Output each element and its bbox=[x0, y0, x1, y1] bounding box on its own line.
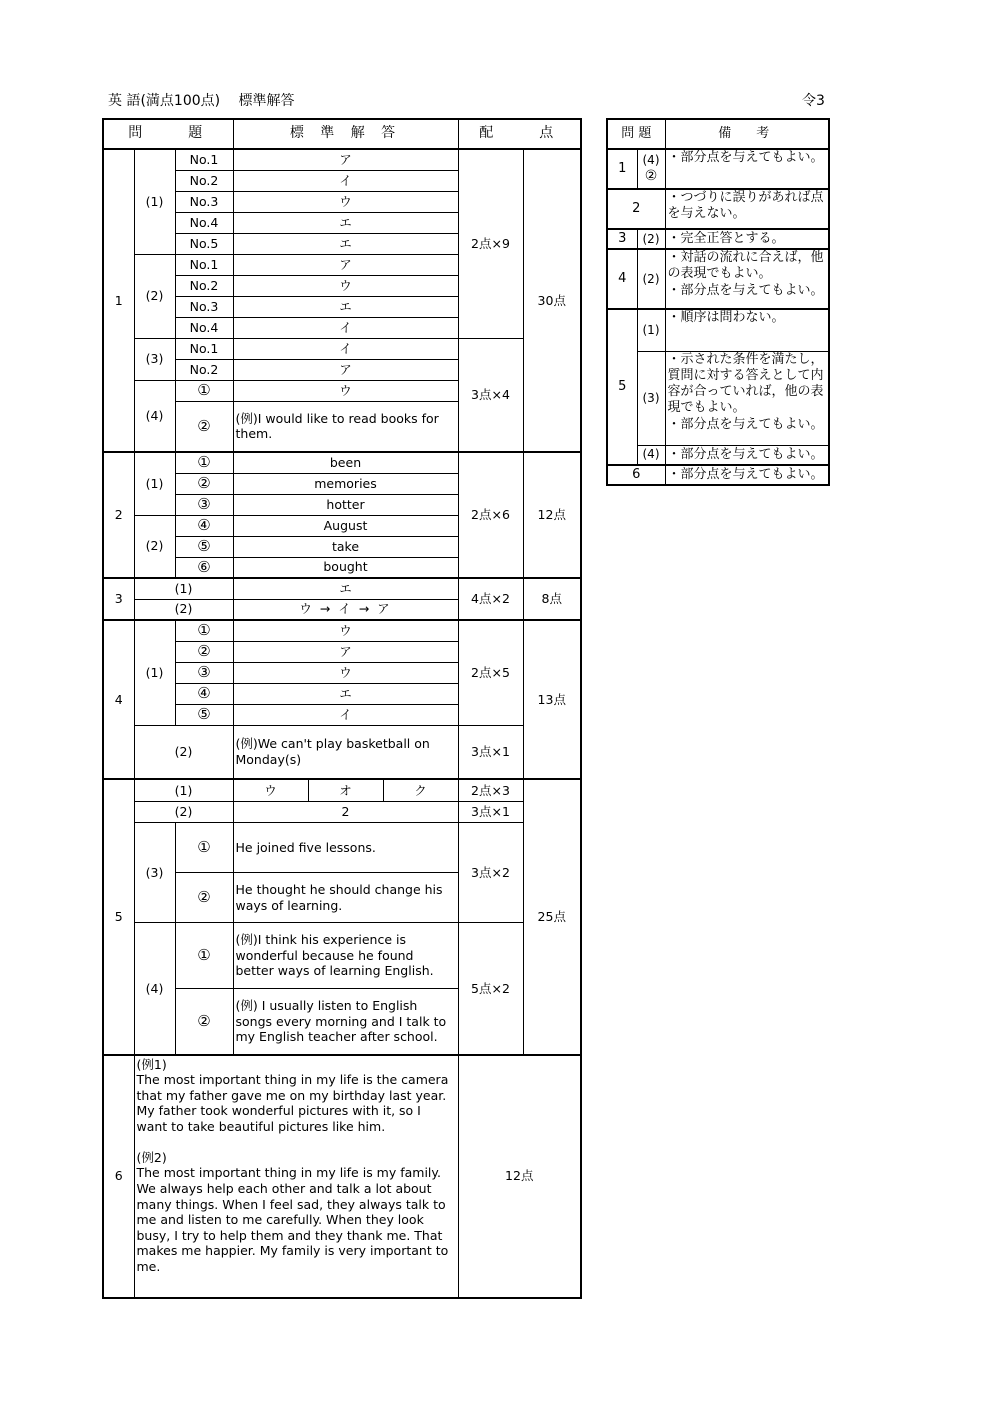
answer-cell: ウ bbox=[233, 275, 458, 296]
q1-part1-label: (1) bbox=[134, 149, 175, 254]
example-1-text: The most important thing in my life is the camera that my father gave me on my birthday last year. My father took wonderful pictures with it, so I want to take beautiful pictures like him. bbox=[136, 1072, 449, 1134]
q4-total: 13点 bbox=[523, 620, 581, 779]
q5-score-1: 2点×3 bbox=[458, 779, 523, 802]
answer-cell: (例) I usually listen to English songs every morning and I talk to my English teacher after school. bbox=[233, 989, 458, 1055]
example-2-text: The most important thing in my life is my family. We always help each other and talk a lot about many things. When I feel sad, they always talk to me and listen to me carefully. When they look busy, I try to help them and they thank me. That makes me happier. My family is very important to me. bbox=[136, 1165, 449, 1274]
q5-part4-label: (4) bbox=[134, 923, 175, 1055]
item-label: ① bbox=[175, 620, 233, 641]
remarks-q6: 6 bbox=[607, 465, 665, 485]
answer-cell: been bbox=[233, 452, 458, 473]
item-label: ② bbox=[175, 873, 233, 923]
header-question: 問 題 bbox=[103, 119, 233, 149]
q5-part1-label: (1) bbox=[134, 779, 233, 802]
item-label: ④ bbox=[175, 515, 233, 536]
item-label: ⑥ bbox=[175, 557, 233, 578]
answer-cell: ア bbox=[233, 359, 458, 380]
item-label: No.4 bbox=[175, 317, 233, 338]
q2-part2-label: (2) bbox=[134, 515, 175, 578]
answer-cell: ア bbox=[233, 254, 458, 275]
answer-cell: オ bbox=[309, 780, 384, 801]
item-label: ① bbox=[175, 823, 233, 873]
item-label: ① bbox=[175, 923, 233, 989]
answer-cell: ア bbox=[233, 149, 458, 170]
q3-score: 4点×2 bbox=[458, 578, 523, 620]
item-label: ④ bbox=[175, 683, 233, 704]
item-label: ⑤ bbox=[175, 536, 233, 557]
q3-part1-label: (1) bbox=[134, 578, 233, 599]
answer-cell: (例)I would like to read books for them. bbox=[233, 401, 458, 452]
item-label: No.2 bbox=[175, 170, 233, 191]
item-label: ② bbox=[175, 401, 233, 452]
answer-cell: (例)I think his experience is wonderful because he found better ways of learning English. bbox=[233, 923, 458, 989]
q5-score-3: 3点×2 bbox=[458, 823, 523, 923]
q4-number: 4 bbox=[103, 620, 134, 779]
remarks-note: ・部分点を与えてもよい。 bbox=[665, 149, 829, 189]
answer-cell: ウ → イ → ア bbox=[233, 599, 458, 620]
q5-total: 25点 bbox=[523, 779, 581, 1055]
remarks-sub: (2) bbox=[637, 229, 665, 249]
item-label: ② bbox=[175, 989, 233, 1055]
q3-number: 3 bbox=[103, 578, 134, 620]
answer-table bbox=[102, 118, 582, 1299]
item-label: No.3 bbox=[175, 191, 233, 212]
q6-total: 12点 bbox=[458, 1055, 581, 1298]
answer-cell: bought bbox=[233, 557, 458, 578]
remarks-note: ・順序は問わない。 bbox=[665, 309, 829, 351]
q5-score-2: 3点×1 bbox=[458, 802, 523, 823]
q5-part3-label: (3) bbox=[134, 823, 175, 923]
q4-score-b: 3点×1 bbox=[458, 725, 523, 779]
header-points: 配 点 bbox=[458, 119, 581, 149]
page-title: 英 語(満点100点) 標準解答 bbox=[108, 93, 295, 109]
q2-number: 2 bbox=[103, 452, 134, 578]
item-label: ③ bbox=[175, 494, 233, 515]
remarks-header-question: 問 題 bbox=[607, 119, 665, 149]
remarks-q2: 2 bbox=[607, 189, 665, 229]
item-label: ② bbox=[175, 473, 233, 494]
item-label: ③ bbox=[175, 662, 233, 683]
item-label: ⑤ bbox=[175, 704, 233, 725]
q2-total: 12点 bbox=[523, 452, 581, 578]
remarks-sub: (2) bbox=[637, 249, 665, 309]
q1-part3-label: (3) bbox=[134, 338, 175, 380]
answer-cell: hotter bbox=[233, 494, 458, 515]
answer-cell: ク bbox=[414, 783, 427, 798]
answer-cell: He joined five lessons. bbox=[233, 823, 458, 873]
remarks-note: ・示された条件を満たし，質問に対する答えとして内容が合っていれば，他の表現でもよい。 bbox=[667, 351, 824, 416]
answer-cell: エ bbox=[233, 212, 458, 233]
answer-cell: ウ bbox=[233, 662, 458, 683]
remarks-note: ・部分点を与えてもよい。 bbox=[665, 465, 829, 485]
q1-total: 30点 bbox=[523, 149, 581, 452]
q1-number: 1 bbox=[103, 149, 134, 452]
answer-cell: イ bbox=[233, 338, 458, 359]
answer-cell: ウ bbox=[234, 780, 309, 801]
q4-part2-label: (2) bbox=[134, 725, 233, 779]
q1-score-a: 2点×9 bbox=[458, 149, 523, 338]
remarks-note: ・部分点を与えてもよい。 bbox=[665, 445, 829, 465]
item-label: No.5 bbox=[175, 233, 233, 254]
answer-cell: He thought he should change his ways of learning. bbox=[233, 873, 458, 923]
answer-cell: take bbox=[233, 536, 458, 557]
item-label: No.3 bbox=[175, 296, 233, 317]
answer-cell: イ bbox=[233, 704, 458, 725]
item-label: No.2 bbox=[175, 275, 233, 296]
header-answer: 標 準 解 答 bbox=[233, 119, 458, 149]
answer-cell: イ bbox=[233, 317, 458, 338]
item-label: ① bbox=[175, 452, 233, 473]
answer-cell: ウ bbox=[233, 191, 458, 212]
remarks-sub: (4) bbox=[642, 152, 660, 167]
remarks-note: ・対話の流れに合えば，他の表現でもよい。 bbox=[667, 250, 824, 282]
q3-total: 8点 bbox=[523, 578, 581, 620]
item-label: No.1 bbox=[175, 254, 233, 275]
remarks-sub: (4) bbox=[637, 445, 665, 465]
answer-cell: ア bbox=[233, 641, 458, 662]
remarks-note: ・つづりに誤りがあれば点を与えない。 bbox=[665, 189, 829, 229]
answer-cell: イ bbox=[233, 170, 458, 191]
remarks-note: ・部分点を与えてもよい。 bbox=[667, 416, 824, 432]
answer-cell: (例)We can't play basketball on Monday(s) bbox=[233, 725, 458, 779]
answer-cell: memories bbox=[233, 473, 458, 494]
remarks-note: ・部分点を与えてもよい。 bbox=[667, 282, 824, 298]
q5-part2-label: (2) bbox=[134, 802, 233, 823]
answer-cell: August bbox=[233, 515, 458, 536]
q4-score-a: 2点×5 bbox=[458, 620, 523, 725]
remarks-sub: (1) bbox=[637, 309, 665, 351]
item-label: ② bbox=[175, 641, 233, 662]
item-label: No.4 bbox=[175, 212, 233, 233]
example-1-label: (例1) bbox=[136, 1056, 167, 1072]
remarks-q1: 1 bbox=[607, 149, 637, 189]
q5-number: 5 bbox=[103, 779, 134, 1055]
q3-part2-label: (2) bbox=[134, 599, 233, 620]
item-label: No.1 bbox=[175, 149, 233, 170]
q6-number: 6 bbox=[103, 1055, 134, 1298]
q1-part4-label: (4) bbox=[134, 380, 175, 452]
q4-part1-label: (1) bbox=[134, 620, 175, 725]
answer-cell: エ bbox=[233, 296, 458, 317]
remarks-circle: ② bbox=[644, 167, 658, 184]
answer-cell: ウ bbox=[233, 380, 458, 401]
item-label: No.1 bbox=[175, 338, 233, 359]
item-label: ① bbox=[175, 380, 233, 401]
remarks-table bbox=[606, 118, 830, 486]
remarks-q4: 4 bbox=[607, 249, 637, 309]
answer-cell: ウ bbox=[233, 620, 458, 641]
q5-score-4: 5点×2 bbox=[458, 923, 523, 1055]
q1-score-b: 3点×4 bbox=[458, 338, 523, 452]
q1-part2-label: (2) bbox=[134, 254, 175, 338]
q2-score: 2点×6 bbox=[458, 452, 523, 578]
example-2-label: (例2) bbox=[136, 1149, 167, 1165]
answer-cell: エ bbox=[233, 233, 458, 254]
remarks-q5: 5 bbox=[607, 309, 637, 465]
answer-cell: エ bbox=[233, 683, 458, 704]
answer-cell: エ bbox=[233, 578, 458, 599]
q2-part1-label: (1) bbox=[134, 452, 175, 515]
item-label: No.2 bbox=[175, 359, 233, 380]
remarks-q3: 3 bbox=[607, 229, 637, 249]
answer-cell: 2 bbox=[233, 802, 458, 823]
remarks-header-note: 備 考 bbox=[665, 119, 829, 149]
era-label: 令3 bbox=[802, 93, 825, 109]
remarks-sub: (3) bbox=[637, 351, 665, 445]
remarks-note: ・完全正答とする。 bbox=[665, 229, 829, 249]
